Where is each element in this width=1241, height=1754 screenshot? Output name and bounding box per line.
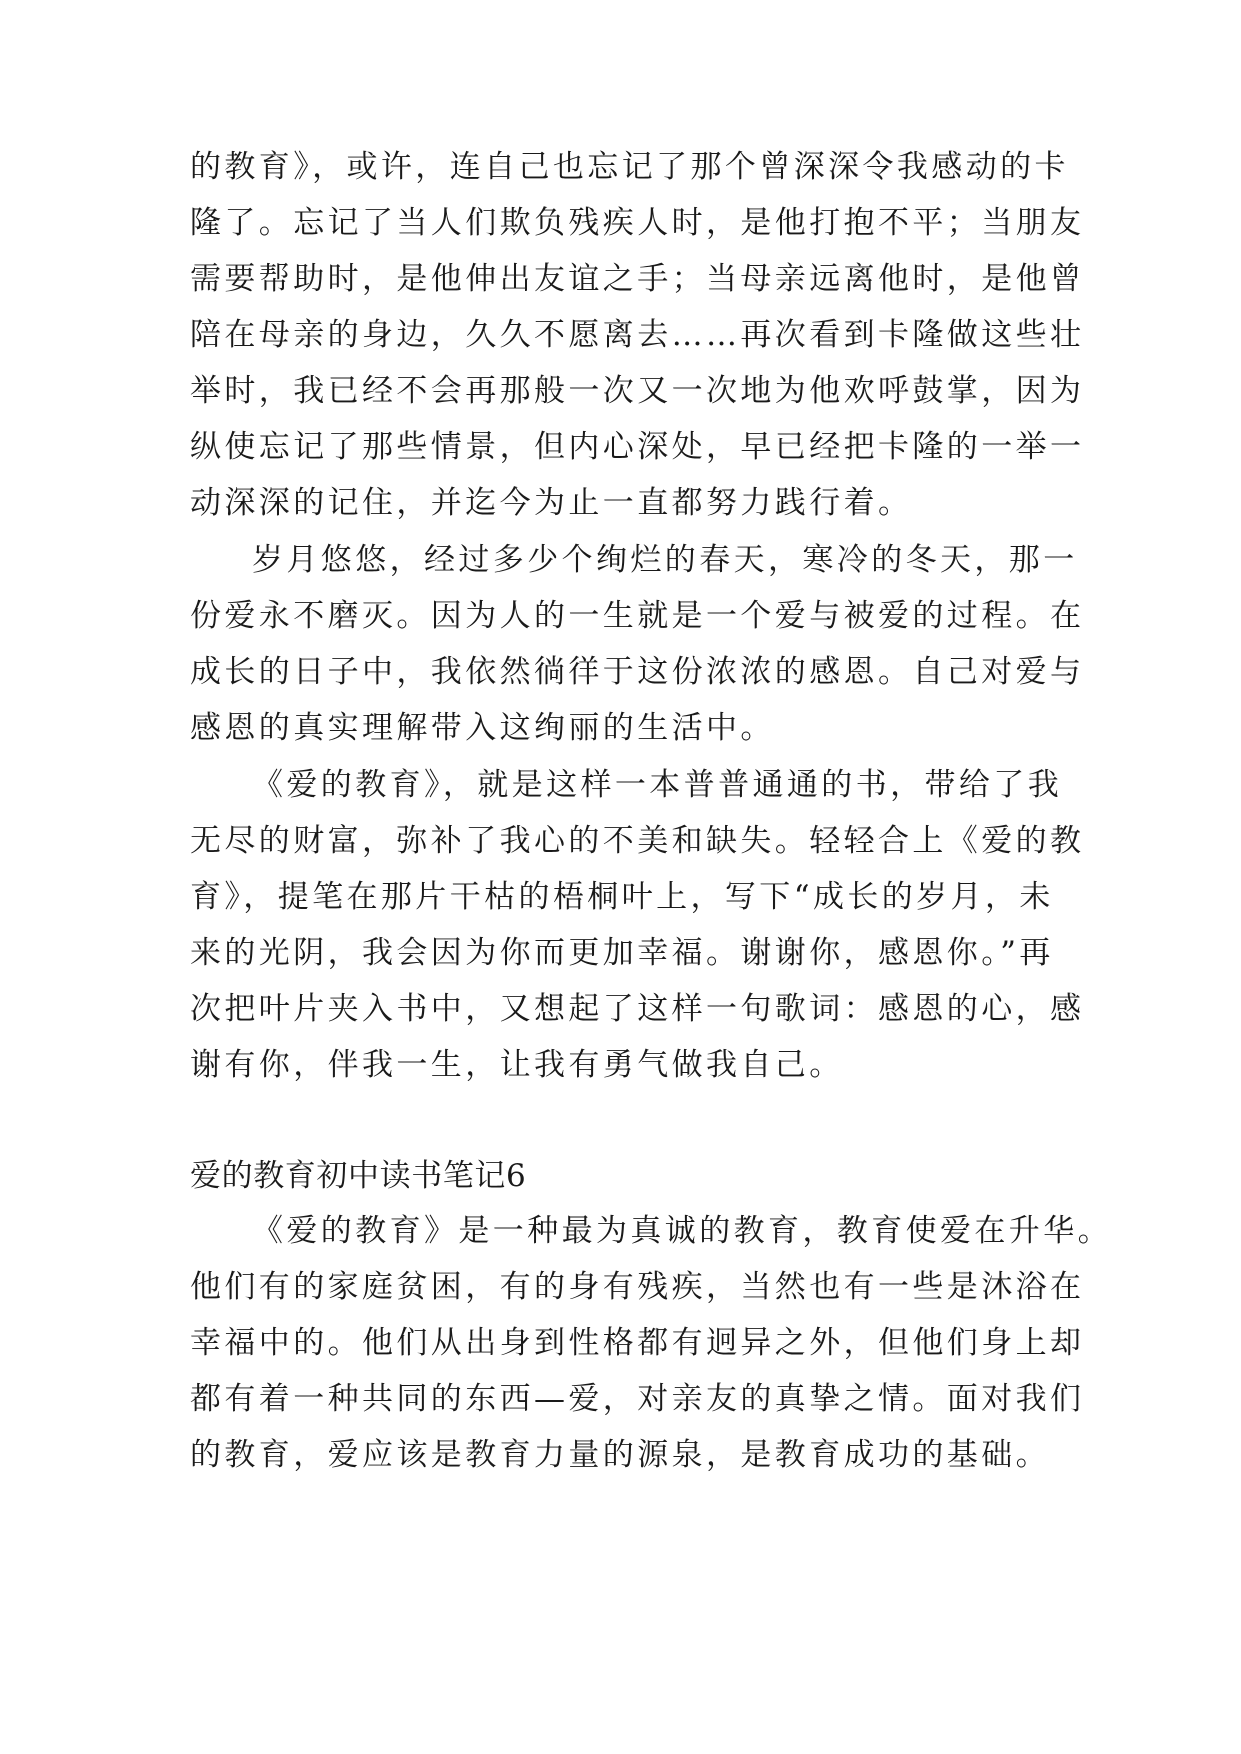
section-heading: 爱的教育初中读书笔记6 <box>190 1158 527 1194</box>
paragraph-line: 次把叶片夹入书中，又想起了这样一句歌词：感恩的心，感 <box>190 991 1085 1027</box>
paragraph-line: 成长的日子中，我依然徜徉于这份浓浓的感恩。自己对爱与 <box>190 654 1085 690</box>
paragraph-line: 份爱永不磨灭。因为人的一生就是一个爱与被爱的过程。在 <box>190 598 1085 634</box>
paragraph-line: 动深深的记住，并迄今为止一直都努力践行着。 <box>190 485 913 521</box>
paragraph-line: 感恩的真实理解带入这绚丽的生活中。 <box>190 710 775 746</box>
paragraph-line: 幸福中的。他们从出身到性格都有迥异之外，但他们身上却 <box>190 1325 1085 1361</box>
paragraph-line: 都有着一种共同的东西—爱，对亲友的真挚之情。面对我们 <box>190 1381 1085 1417</box>
paragraph-line: 谢有你，伴我一生，让我有勇气做我自己。 <box>190 1047 844 1083</box>
paragraph-line: 《爱的教育》，就是这样一本普普通通的书，带给了我 <box>252 767 1063 803</box>
paragraph-line: 岁月悠悠，经过多少个绚烂的春天，寒冷的冬天，那一 <box>252 542 1078 578</box>
paragraph-line: 育》，提笔在那片干枯的梧桐叶上，写下“成长的岁月，未 <box>190 879 1054 915</box>
paragraph-line: 举时，我已经不会再那般一次又一次地为他欢呼鼓掌，因为 <box>190 373 1085 409</box>
paragraph-line: 纵使忘记了那些情景，但内心深处，早已经把卡隆的一举一 <box>190 429 1085 465</box>
paragraph-line: 来的光阴，我会因为你而更加幸福。谢谢你，感恩你。”再 <box>190 935 1054 971</box>
paragraph-line: 《爱的教育》是一种最为真诚的教育，教育使爱在升华。 <box>252 1213 1112 1249</box>
paragraph-line: 隆了。忘记了当人们欺负残疾人时，是他打抱不平；当朋友 <box>190 205 1085 241</box>
paragraph-line: 的教育》，或许，连自己也忘记了那个曾深深令我感动的卡 <box>190 149 1069 185</box>
paragraph-line: 需要帮助时，是他伸出友谊之手；当母亲远离他时，是他曾 <box>190 261 1085 297</box>
paragraph-line: 的教育，爱应该是教育力量的源泉，是教育成功的基础。 <box>190 1437 1050 1473</box>
paragraph-line: 无尽的财富，弥补了我心的不美和缺失。轻轻合上《爱的教 <box>190 823 1085 859</box>
paragraph-line: 他们有的家庭贫困，有的身有残疾，当然也有一些是沐浴在 <box>190 1269 1085 1305</box>
paragraph-line: 陪在母亲的身边，久久不愿离去……再次看到卡隆做这些壮 <box>190 317 1085 353</box>
